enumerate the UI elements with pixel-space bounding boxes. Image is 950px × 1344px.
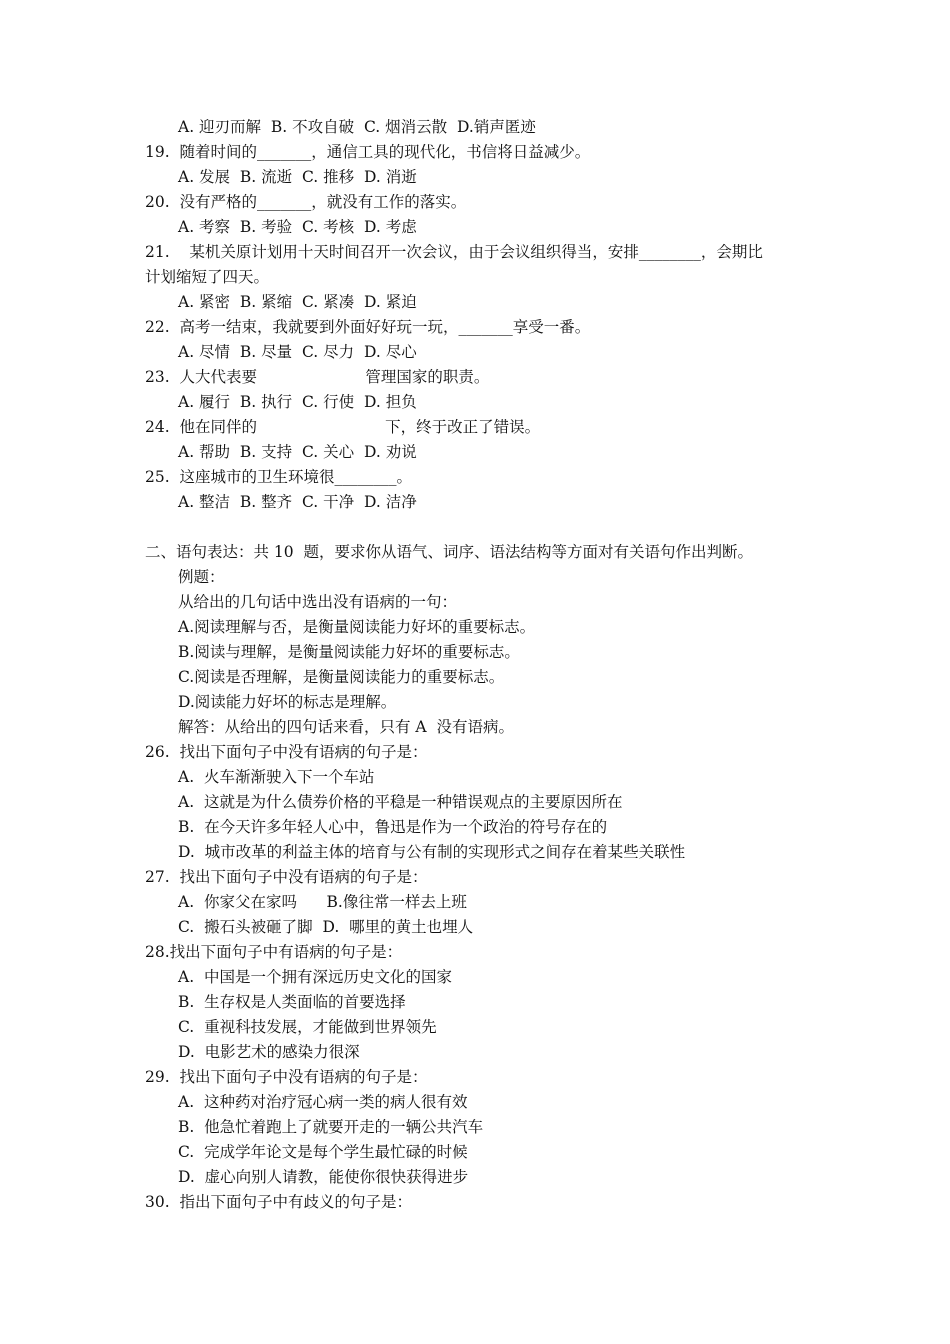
option-28-d: D. 电影艺术的感染力很深	[178, 1043, 360, 1061]
option-28-a: A. 中国是一个拥有深远历史文化的国家	[178, 968, 452, 986]
question-21: 21. 某机关原计划用十天时间召开一次会议，由于会议组织得当，安排________，会期比	[145, 243, 763, 261]
option-29-a: A. 这种药对治疗冠心病一类的病人很有效	[178, 1093, 468, 1111]
option-26-1: A. 火车渐渐驶入下一个车站	[178, 768, 375, 786]
option-28-b: B. 生存权是人类面临的首要选择	[178, 993, 406, 1011]
option-line-24: A. 帮助 B. 支持 C. 关心 D. 劝说	[178, 443, 417, 461]
option-line-19: A. 发展 B. 流逝 C. 推移 D. 消逝	[178, 168, 417, 186]
option-line-18: A. 迎刃而解 B. 不攻自破 C. 烟消云散 D.销声匿迹	[178, 118, 536, 136]
question-23: 23. 人大代表要 管理国家的职责。	[145, 368, 490, 386]
option-line-25: A. 整洁 B. 整齐 C. 干净 D. 洁净	[178, 493, 417, 511]
option-line-20: A. 考察 B. 考验 C. 考核 D. 考虑	[178, 218, 417, 236]
example-option-a: A.阅读理解与否，是衡量阅读能力好坏的重要标志。	[178, 618, 536, 636]
question-30: 30. 指出下面句子中有歧义的句子是：	[145, 1193, 413, 1211]
question-29: 29. 找出下面句子中没有语病的句子是：	[145, 1068, 428, 1086]
question-19: 19. 随着时间的_______，通信工具的现代化，书信将日益减少。	[145, 143, 591, 161]
question-22: 22. 高考一结束，我就要到外面好好玩一玩，_______享受一番。	[145, 318, 591, 336]
option-29-d: D. 虚心向别人请教，能使你很快获得进步	[178, 1168, 469, 1186]
question-20: 20. 没有严格的_______，就没有工作的落实。	[145, 193, 467, 211]
question-25: 25. 这座城市的卫生环境很________。	[145, 468, 413, 486]
example-answer: 解答：从给出的四句话来看，只有 A 没有语病。	[178, 718, 514, 736]
example-label: 例题：	[178, 568, 225, 586]
option-28-c: C. 重视科技发展，才能做到世界领先	[178, 1018, 437, 1036]
section-heading: 二、语句表达：共 10 题，要求你从语气、词序、语法结构等方面对有关语句作出判断。	[145, 543, 754, 561]
option-line-22: A. 尽情 B. 尽量 C. 尽力 D. 尽心	[178, 343, 417, 361]
option-26-2: A. 这就是为什么债券价格的平稳是一种错误观点的主要原因所在	[178, 793, 623, 811]
example-prompt: 从给出的几句话中选出没有语病的一句：	[178, 593, 458, 611]
option-line-21: A. 紧密 B. 紧缩 C. 紧凑 D. 紧迫	[178, 293, 417, 311]
example-option-b: B.阅读与理解，是衡量阅读能力好坏的重要标志。	[178, 643, 520, 661]
question-24: 24. 他在同伴的 下，终于改正了错误。	[145, 418, 541, 436]
example-option-c: C.阅读是否理解，是衡量阅读能力的重要标志。	[178, 668, 505, 686]
option-27-ab: A. 你家父在家吗 B.像往常一样去上班	[178, 893, 467, 911]
question-28: 28.找出下面句子中有语病的句子是：	[145, 943, 403, 961]
question-26: 26. 找出下面句子中没有语病的句子是：	[145, 743, 428, 761]
example-option-d: D.阅读能力好坏的标志是理解。	[178, 693, 397, 711]
question-21-continued: 计划缩短了四天。	[145, 268, 270, 286]
question-27: 27. 找出下面句子中没有语病的句子是：	[145, 868, 428, 886]
option-26-4: D. 城市改革的利益主体的培育与公有制的实现形式之间存在着某些关联性	[178, 843, 686, 861]
option-26-3: B. 在今天许多年轻人心中，鲁迅是作为一个政治的符号存在的	[178, 818, 608, 836]
option-line-23: A. 履行 B. 执行 C. 行使 D. 担负	[178, 393, 417, 411]
option-29-c: C. 完成学年论文是每个学生最忙碌的时候	[178, 1143, 468, 1161]
option-29-b: B. 他急忙着跑上了就要开走的一辆公共汽车	[178, 1118, 484, 1136]
option-27-cd: C. 搬石头被砸了脚 D. 哪里的黄土也埋人	[178, 918, 474, 936]
